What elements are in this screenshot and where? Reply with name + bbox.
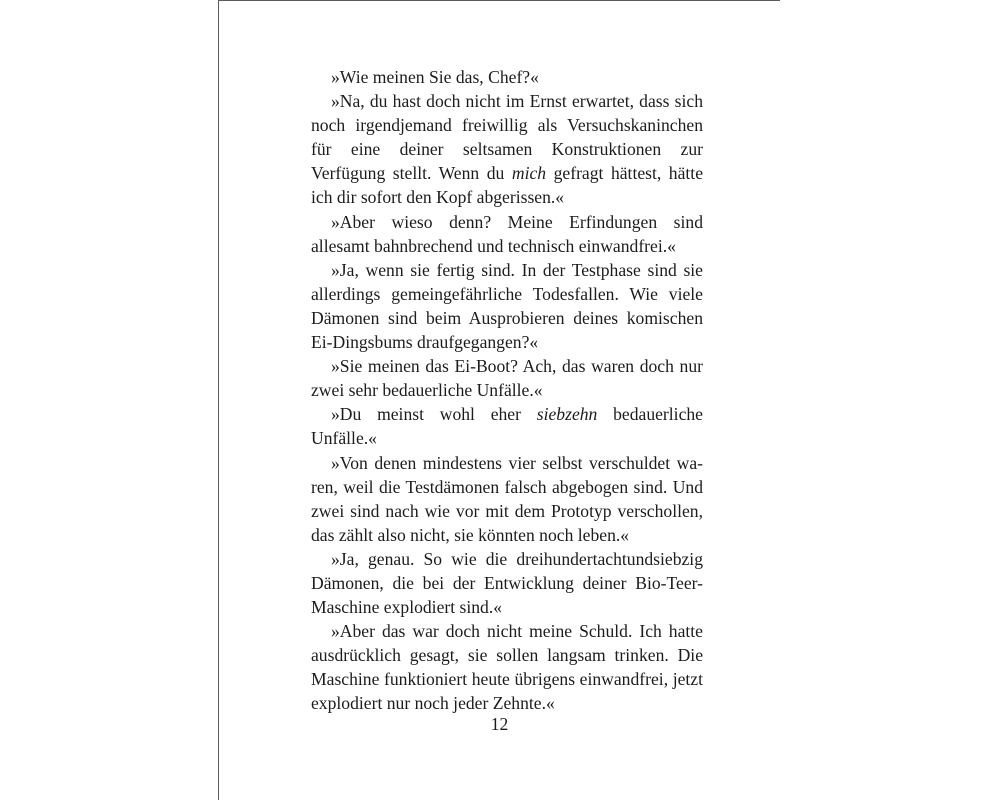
page-body-text	[311, 65, 703, 716]
emphasis-text: siebzehn	[536, 404, 598, 425]
page-number: 12	[490, 714, 509, 734]
paragraph	[311, 619, 703, 715]
book-page	[218, 0, 780, 800]
paragraph	[311, 65, 703, 89]
paragraph-text: »Na, du hast doch nicht im Ernst erwartet, dass sich noch irgendjemand freiwillig als Versuchskaninchen für eine deiner seltsamen Konstruktionen zur Verfügung stellt. Wenn du	[311, 91, 703, 184]
paragraph-text: »Ja, wenn sie fertig sind. In der Testphase sind sie allerdings gemeingefährliche Todesfallen. Wie viele Dämonen sind beim Ausprobieren deines komischen Ei-Dingsbums draufgegangen?«	[311, 259, 703, 353]
paragraph-text: »Von denen mindestens vier selbst verschuldet waren, weil die Testdämonen falsch abgebogen sind. Und zwei sind nach wie vor mit dem Prototyp verschollen, das zählt also nicht, sie könnten noch leben.«	[311, 452, 703, 545]
paragraph-text: »Aber wieso denn? Meine Erfindungen sind allesamt bahnbrechend und technisch einwandfrei.«	[311, 211, 703, 256]
paragraph	[311, 258, 703, 354]
paragraph	[311, 89, 703, 209]
paragraph-text: »Wie meinen Sie das, Chef?«	[331, 67, 539, 87]
paragraph	[311, 402, 703, 450]
paragraph	[311, 354, 703, 402]
paragraph-text: »Du meinst wohl eher	[331, 404, 537, 425]
paragraph-text: »Aber das war doch nicht meine Schuld. Ich hatte ausdrücklich gesagt, sie sollen langsam trinken. Die Maschine funktioniert heute übrigens einwandfrei, jetzt explodiert nur noch jeder Zehnte.«	[311, 621, 703, 714]
paragraph	[311, 451, 703, 547]
paragraph-text: »Ja, genau. So wie die dreihundertachtundsiebzig Dämonen, die bei der Entwicklung deiner Bio-Teer-Maschine explodiert sind.«	[311, 548, 703, 618]
paragraph-text: gefragt hättest, hätte ich dir sofort den Kopf abgerissen.«	[311, 163, 704, 208]
paragraph-text: »Sie meinen das Ei-Boot? Ach, das waren doch nur zwei sehr bedauerliche Unfälle.«	[311, 356, 703, 401]
paragraph-text: bedauerliche Unfälle.«	[311, 404, 703, 449]
emphasis-text: mich	[511, 163, 547, 184]
paragraph	[311, 210, 703, 258]
paragraph	[311, 547, 703, 619]
